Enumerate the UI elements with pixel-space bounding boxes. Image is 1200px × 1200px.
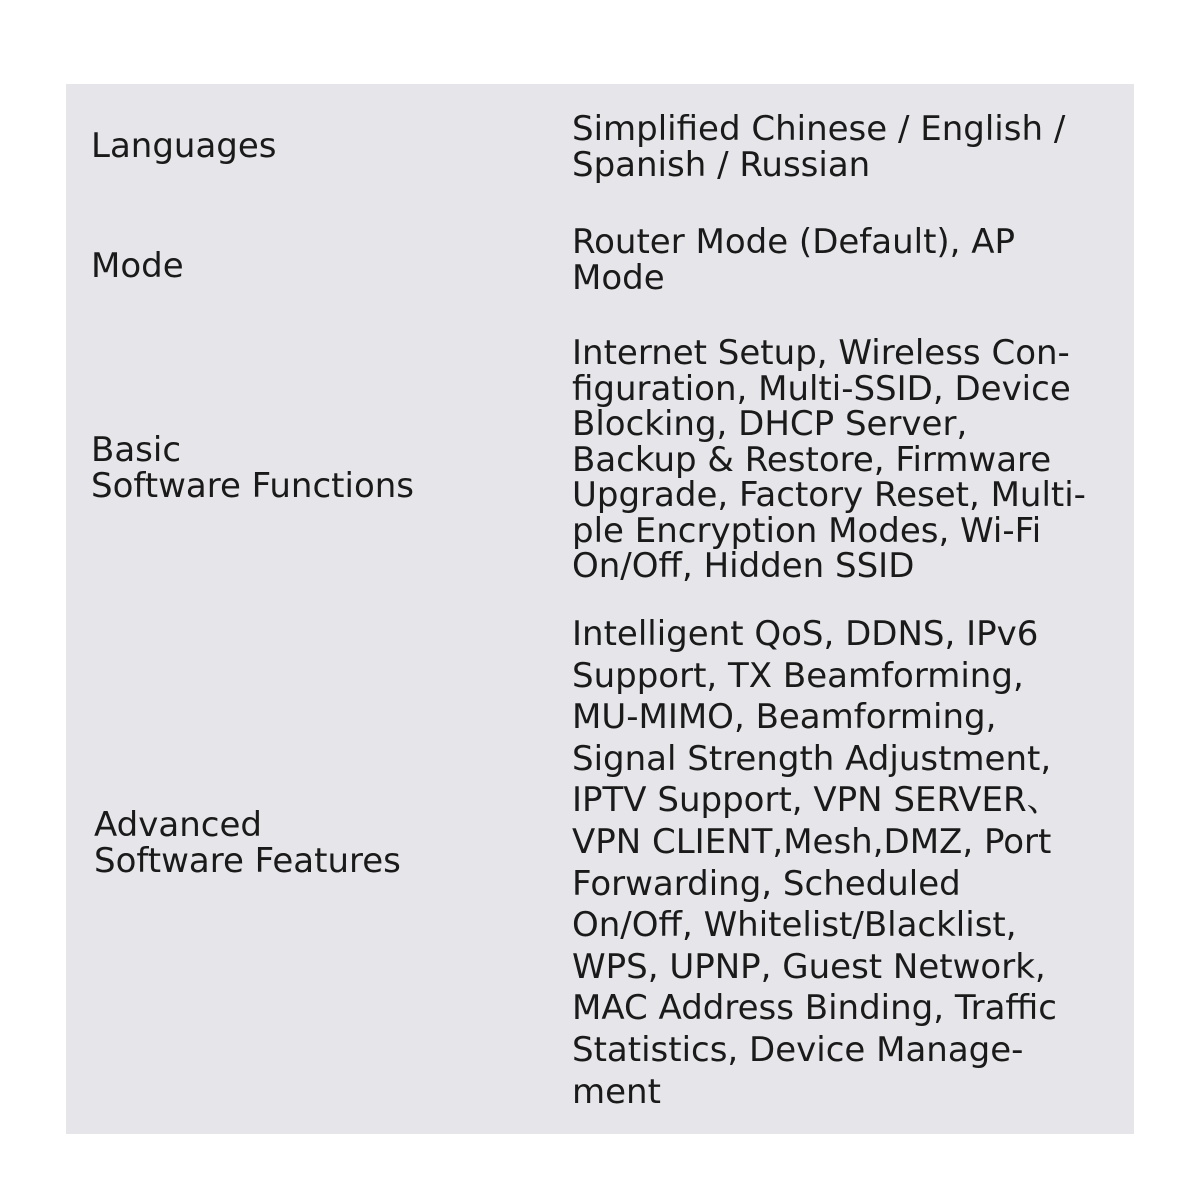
value-line: ment bbox=[572, 1071, 661, 1112]
value-line: MU-MIMO, Beamforming, bbox=[572, 697, 997, 738]
value-line: MAC Address Binding, Traffic bbox=[572, 988, 1057, 1029]
spec-label-mode bbox=[91, 248, 184, 284]
label-line: Software Functions bbox=[91, 466, 415, 506]
value-line: On/Off, Hidden SSID bbox=[572, 546, 915, 586]
value-line: Router Mode (Default), AP bbox=[572, 222, 1016, 262]
value-line: Forwarding, Scheduled bbox=[572, 863, 961, 904]
spec-label-advanced-software-features bbox=[94, 807, 401, 879]
spec-label-basic-software-functions bbox=[91, 432, 414, 504]
label-line: Basic bbox=[91, 430, 182, 470]
label-line: Mode bbox=[91, 246, 184, 286]
value-line: Mode bbox=[572, 257, 665, 298]
spec-value-advanced-software-features bbox=[572, 614, 1061, 1113]
value-line: ple Encryption Modes, Wi-Fi bbox=[572, 510, 1042, 551]
value-line: Intelligent QoS, DDNS, IPv6 bbox=[572, 614, 1039, 654]
value-line: IPTV Support, VPN SERVER、 bbox=[572, 780, 1061, 821]
label-line: Advanced bbox=[94, 805, 262, 845]
spec-value-languages bbox=[572, 109, 1066, 185]
value-line: Signal Strength Adjustment, bbox=[572, 738, 1052, 779]
value-line: Statistics, Device Manage- bbox=[572, 1029, 1024, 1070]
spec-value-basic-software-functions bbox=[572, 333, 1086, 586]
value-line: On/Off, Whitelist/Blacklist, bbox=[572, 905, 1017, 946]
value-line: figuration, Multi-SSID, Device bbox=[572, 368, 1071, 409]
value-line: Spanish / Russian bbox=[572, 144, 871, 185]
spec-label-languages bbox=[91, 128, 277, 164]
label-line: Languages bbox=[91, 126, 277, 166]
value-line: VPN CLIENT,Mesh,DMZ, Port bbox=[572, 821, 1052, 862]
value-line: Upgrade, Factory Reset, Multi- bbox=[572, 475, 1086, 515]
value-line: Simplified Chinese / English / bbox=[572, 109, 1066, 149]
value-line: Blocking, DHCP Server, bbox=[572, 404, 968, 444]
value-line: WPS, UPNP, Guest Network, bbox=[572, 946, 1046, 987]
value-line: Internet Setup, Wireless Con- bbox=[572, 333, 1070, 373]
label-line: Software Features bbox=[94, 841, 401, 881]
value-line: Backup & Restore, Firmware bbox=[572, 439, 1052, 480]
spec-value-mode bbox=[572, 222, 1016, 298]
value-line: Support, TX Beamforming, bbox=[572, 655, 1024, 696]
